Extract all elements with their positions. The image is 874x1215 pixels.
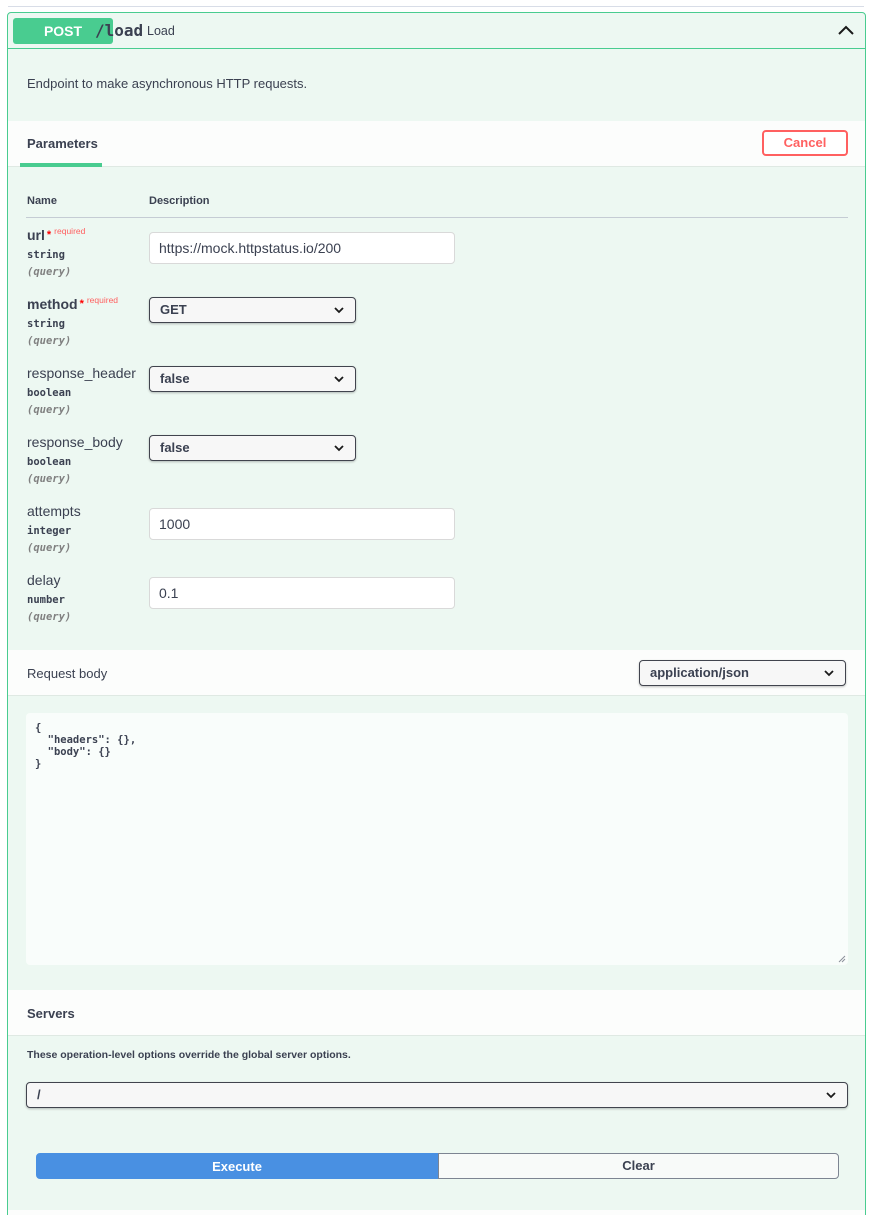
response-header-select[interactable] [149, 366, 356, 392]
method-badge: POST [13, 18, 113, 44]
top-divider [8, 6, 864, 7]
param-in-method: (query) [27, 335, 72, 347]
method-select[interactable] [149, 297, 356, 323]
content-type-select[interactable] [639, 660, 846, 686]
chevron-down-icon [333, 443, 345, 453]
attempts-input[interactable]: 1000 [149, 508, 455, 540]
execute-clear-group [36, 1153, 839, 1179]
column-header-name: Name [27, 195, 57, 207]
server-select-value: / [37, 1087, 41, 1102]
param-type-attempts: integer [27, 525, 72, 537]
param-in-delay: (query) [27, 611, 72, 623]
chevron-down-icon [333, 305, 345, 315]
tab-active-indicator [20, 163, 102, 167]
clear-button[interactable]: Clear [438, 1153, 839, 1179]
param-in-response-body: (query) [27, 473, 72, 485]
responses-header-edge [8, 1210, 865, 1215]
param-in-response-header: (query) [27, 404, 72, 416]
cancel-button[interactable]: Cancel [762, 130, 848, 156]
required-star: * [79, 298, 84, 310]
resize-handle-icon[interactable] [838, 955, 846, 963]
chevron-down-icon [825, 1090, 837, 1100]
content-type-select-value: application/json [650, 665, 749, 680]
param-type-url: string [27, 249, 65, 261]
param-name-response-body: response_body [27, 434, 123, 450]
param-name-response-header: response_header [27, 365, 136, 381]
execute-button[interactable]: Execute [36, 1153, 438, 1179]
param-type-response-body: boolean [27, 456, 72, 468]
response-body-select-value: false [160, 440, 190, 455]
tab-parameters[interactable]: Parameters [27, 136, 98, 151]
server-select[interactable] [26, 1082, 848, 1108]
param-name-attempts: attempts [27, 503, 81, 519]
request-body-header [8, 650, 865, 696]
operation-summary-description: Load [147, 24, 175, 38]
method-select-value: GET [160, 302, 187, 317]
response-header-select-value: false [160, 371, 190, 386]
operation-path: /load [95, 21, 144, 40]
request-body-editor[interactable] [26, 713, 848, 965]
column-header-description: Description [149, 195, 210, 207]
param-in-url: (query) [27, 266, 72, 278]
param-type-method: string [27, 318, 65, 330]
response-body-select[interactable] [149, 435, 356, 461]
param-type-delay: number [27, 594, 65, 606]
request-body-json: { "headers": {}, "body": {} } [35, 722, 137, 770]
url-input[interactable]: https://mock.httpstatus.io/200 [149, 232, 455, 264]
servers-label: Servers [27, 1006, 75, 1021]
param-type-response-header: boolean [27, 387, 72, 399]
required-star: * [46, 229, 52, 241]
required-label: required [54, 226, 86, 236]
chevron-up-icon[interactable] [837, 22, 855, 40]
chevron-down-icon [823, 668, 835, 678]
param-name-url: url * $^{required}$ [27, 226, 86, 243]
delay-input[interactable]: 0.1 [149, 577, 455, 609]
table-divider [26, 217, 848, 218]
operation-summary[interactable] [8, 13, 865, 49]
param-name-delay: delay [27, 572, 61, 588]
operation-description: Endpoint to make asynchronous HTTP requests. [27, 76, 308, 91]
param-in-attempts: (query) [27, 542, 72, 554]
chevron-down-icon [333, 374, 345, 384]
request-body-label: Request body [27, 666, 108, 681]
operation-block-post-load [7, 12, 866, 1215]
parameters-header [8, 121, 865, 167]
param-name-method: method * $^{required}$ [27, 295, 119, 312]
servers-header [8, 990, 865, 1036]
servers-note: These operation-level options override the global server options. [27, 1049, 351, 1061]
required-label: required [86, 295, 119, 305]
